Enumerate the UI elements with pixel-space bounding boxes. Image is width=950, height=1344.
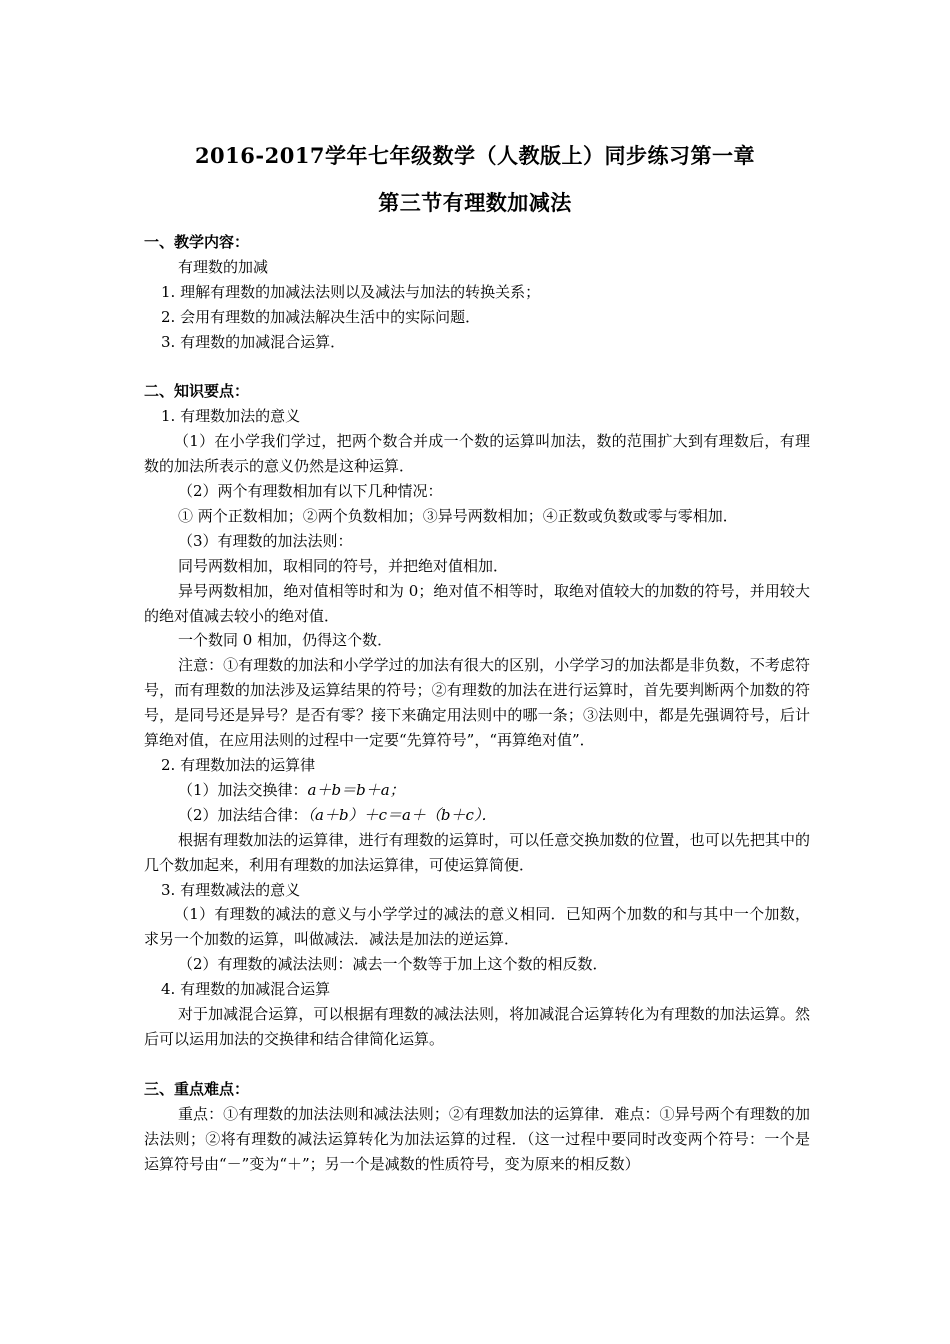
formula: （a＋b）＋c＝a＋（b＋c）． <box>307 805 497 824</box>
paragraph: 对于加减混合运算，可以根据有理数的减法法则，将加减混合运算转化为有理数的加法运算。然后可以运用加法的交换律和结合律简化运算。 <box>144 1005 810 1048</box>
formula-label: （2）加法结合律： <box>178 805 308 824</box>
paragraph: 异号两数相加，绝对值相等时和为 0；绝对值不相等时，取绝对值较大的加数的符号，并用较大的绝对值减去较小的绝对值． <box>144 581 810 625</box>
paragraph: ① 两个正数相加；②两个负数相加；③异号两数相加；④正数或负数或零与零相加． <box>178 506 738 525</box>
paragraph: 同号两数相加，取相同的符号，并把绝对值相加． <box>178 556 509 575</box>
document-body <box>144 230 810 1176</box>
paragraph: 重点：①有理数的加法法则和减法法则；②有理数加法的运算律．难点：①异号两个有理数的加法法则；②将有理数的减法运算转化为加法运算的过程．（这一过程中要同时改变两个符号：一个是运算符号由“－”变为“＋”；另一个是减数的性质符号，变为原来的相反数） <box>144 1104 810 1173</box>
intro-line: 有理数的加减 <box>178 257 269 276</box>
heading-teaching-content: 一、教学内容： <box>144 233 250 251</box>
paragraph: （2）两个有理数相加有以下几种情况： <box>178 482 443 501</box>
list-item: 2. 会用有理数的加减法解决生活中的实际问题． <box>161 307 481 326</box>
subheading: 1. 有理数加法的意义 <box>161 407 301 426</box>
list-item: 1. 理解有理数的加减法法则以及减法与加法的转换关系； <box>161 282 541 301</box>
paragraph: （3）有理数的加法法则： <box>178 531 353 550</box>
section-title: 第三节有理数加减法 <box>378 190 572 215</box>
formula: a＋b＝b＋a； <box>307 780 405 799</box>
list-item: 3. 有理数的加减混合运算． <box>161 332 346 351</box>
paragraph: 一个数同 0 相加，仍得这个数． <box>178 631 393 650</box>
paragraph: （1）有理数的减法的意义与小学学过的减法的意义相同．已知两个加数的和与其中一个加数，求另一个加数的运算，叫做减法．减法是加法的逆运算． <box>144 905 810 949</box>
subheading: 2. 有理数加法的运算律 <box>161 756 316 775</box>
heading-key-difficulties: 三、重点难点： <box>144 1079 250 1098</box>
formula-line <box>144 803 810 828</box>
paragraph: （2）有理数的减法法则：减去一个数等于加上这个数的相反数． <box>178 955 608 974</box>
subheading: 3. 有理数减法的意义 <box>161 880 301 899</box>
paragraph: （1）在小学我们学过，把两个数合并成一个数的运算叫加法，数的范围扩大到有理数后，有理数的加法所表示的意义仍然是这种运算． <box>144 432 810 476</box>
document-title: 2016-2017学年七年级数学（人教版上）同步练习第一章 <box>194 143 756 168</box>
heading-key-points: 二、知识要点： <box>144 382 250 401</box>
paragraph: 根据有理数加法的运算律，进行有理数的运算时，可以任意交换加数的位置，也可以先把其中的几个数加起来，利用有理数的加法运算律，可使运算简便． <box>144 830 810 874</box>
subheading: 4. 有理数的加减混合运算 <box>161 980 331 999</box>
formula-line <box>144 778 810 803</box>
note-paragraph: 注意：①有理数的加法和小学学过的加法有很大的区别，小学学习的加法都是非负数，不考虑符号，而有理数的加法涉及运算结果的符号；②有理数的加法在进行运算时，首先要判断两个加数的符号，是同号还是异号？是否有零？接下来确定用法则中的哪一条；③法则中，都是先强调符号，后计算绝对值，在应用法则的过程中一定要“先算符号”，“再算绝对值”． <box>144 656 810 750</box>
formula-label: （1）加法交换律： <box>178 780 308 799</box>
